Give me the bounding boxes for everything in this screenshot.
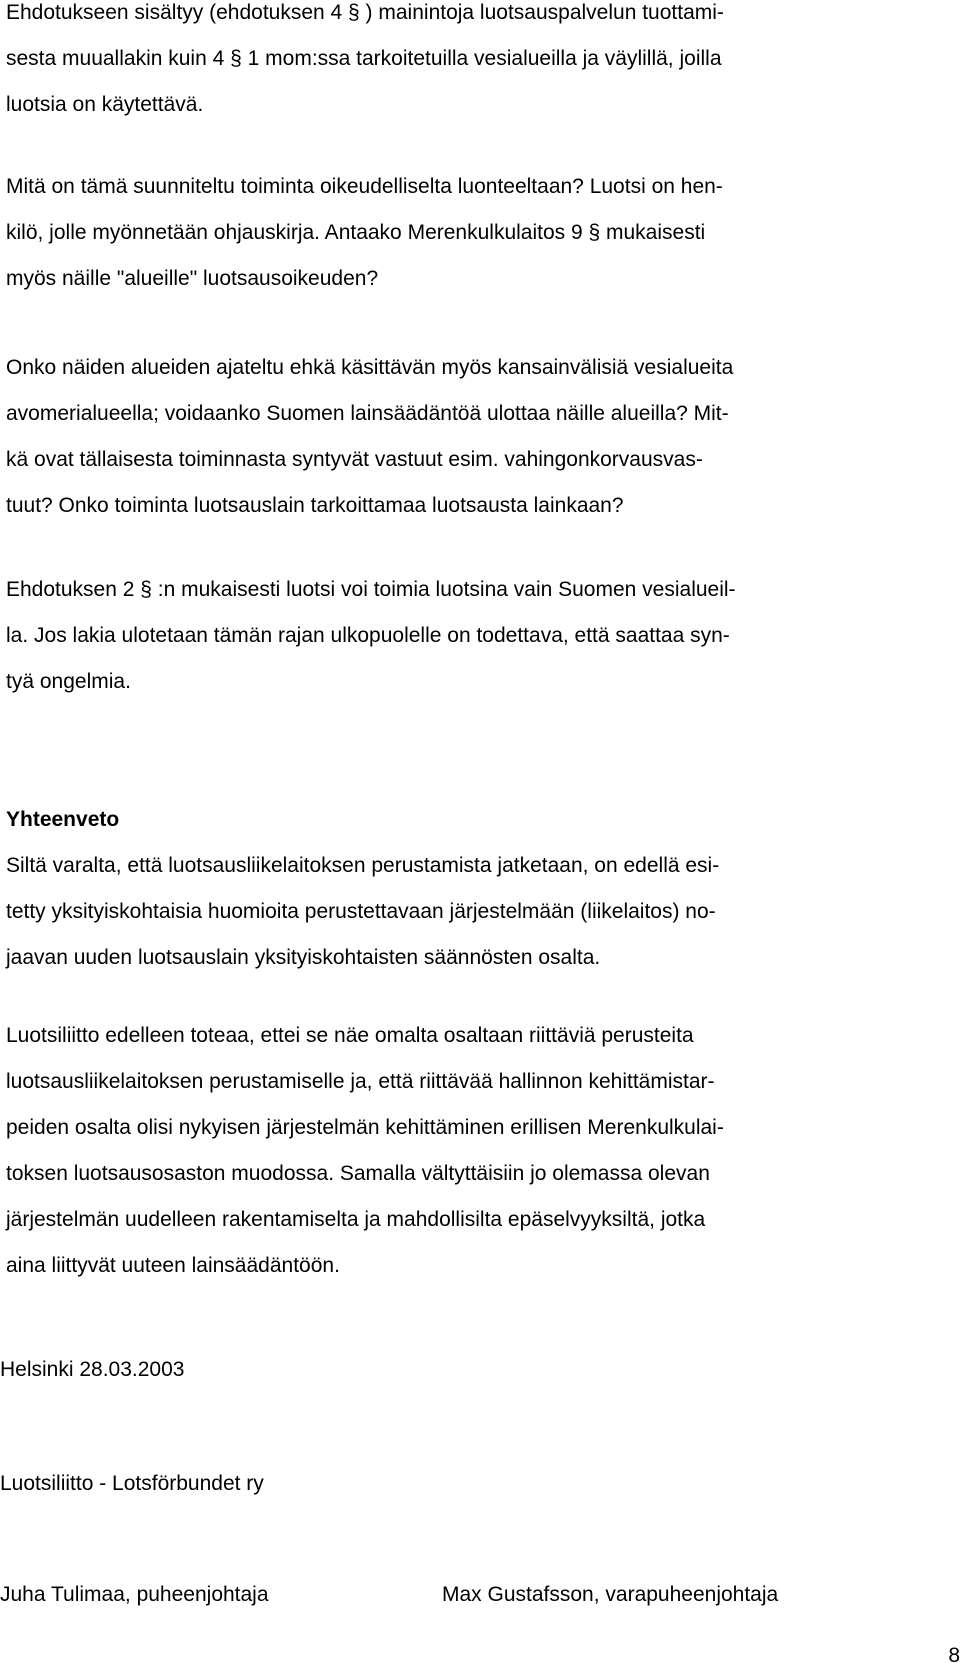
text-line: Ehdotukseen sisältyy (ehdotuksen 4 § ) mainintoja luotsauspalvelun tuottami- — [6, 1, 724, 24]
place-and-date: Helsinki 28.03.2003 — [0, 1358, 185, 1381]
text-line: peiden osalta olisi nykyisen järjestelmän kehittäminen erillisen Merenkulkulai- — [6, 1116, 724, 1139]
text-line: jaavan uuden luotsauslain yksityiskohtaisten säännösten osalta. — [6, 946, 601, 969]
text-line: kilö, jolle myönnetään ohjauskirja. Antaako Merenkulkulaitos 9 § mukaisesti — [6, 221, 706, 244]
page-number: 8 — [948, 1644, 960, 1667]
paragraph-international-waters — [6, 345, 926, 529]
text-line: luotsausliikelaitoksen perustamiselle ja, että riittävää hallinnon kehittämistar- — [6, 1070, 715, 1093]
text-line: la. Jos lakia ulotetaan tämän rajan ulkopuolelle on todettava, että saattaa syn- — [6, 624, 730, 647]
signature-vice-chairman: Max Gustafsson, varapuheenjohtaja — [442, 1583, 779, 1606]
text-line: avomerialueella; voidaanko Suomen lainsäädäntöä ulottaa näille alueilla? Mit- — [6, 402, 729, 425]
text-line: luotsia on käytettävä. — [6, 93, 204, 116]
text-line: aina liittyvät uuteen lainsäädäntöön. — [6, 1254, 340, 1277]
text-line: toksen luotsausosaston muodossa. Samalla vältyttäisiin jo olemassa olevan — [6, 1162, 710, 1185]
text-line: Ehdotuksen 2 § :n mukaisesti luotsi voi toimia luotsina vain Suomen vesialueil- — [6, 578, 736, 601]
text-line: Luotsiliitto edelleen toteaa, ettei se näe omalta osaltaan riittäviä perusteita — [6, 1024, 694, 1047]
paragraph-conclusion — [6, 1013, 926, 1289]
text-line: kä ovat tällaisesta toiminnasta syntyvät vastuut esim. vahingonkorvausvas- — [6, 448, 703, 471]
text-line: myös näille "alueille" luotsausoikeuden? — [6, 267, 379, 290]
text-line: tuut? Onko toiminta luotsauslain tarkoittamaa luotsausta lainkaan? — [6, 494, 624, 517]
text-line: tetty yksityiskohtaisia huomioita perustettavaan järjestelmään (liikelaitos) no- — [6, 900, 716, 923]
text-line: Mitä on tämä suunniteltu toiminta oikeudelliselta luonteeltaan? Luotsi on hen- — [6, 175, 723, 198]
signature-chairman: Juha Tulimaa, puheenjohtaja — [0, 1583, 269, 1606]
organization-name: Luotsiliitto - Lotsförbundet ry — [0, 1472, 264, 1495]
text-line: tyä ongelmia. — [6, 670, 131, 693]
paragraph-finnish-waters — [6, 567, 926, 705]
text-line: Siltä varalta, että luotsausliikelaitoksen perustamista jatketaan, on edellä esi- — [6, 854, 720, 877]
paragraph-proposal-services — [6, 0, 926, 128]
text-line: järjestelmän uudelleen rakentamiselta ja mahdollisilta epäselvyyksiltä, jotka — [6, 1208, 706, 1231]
section-heading: Yhteenveto — [6, 808, 120, 831]
paragraph-summary — [6, 843, 926, 981]
text-line: Onko näiden alueiden ajateltu ehkä käsittävän myös kansainvälisiä vesialueita — [6, 356, 734, 379]
paragraph-legal-nature — [6, 164, 926, 302]
text-line: sesta muuallakin kuin 4 § 1 mom:ssa tarkoitetuilla vesialueilla ja väylillä, joilla — [6, 47, 722, 70]
